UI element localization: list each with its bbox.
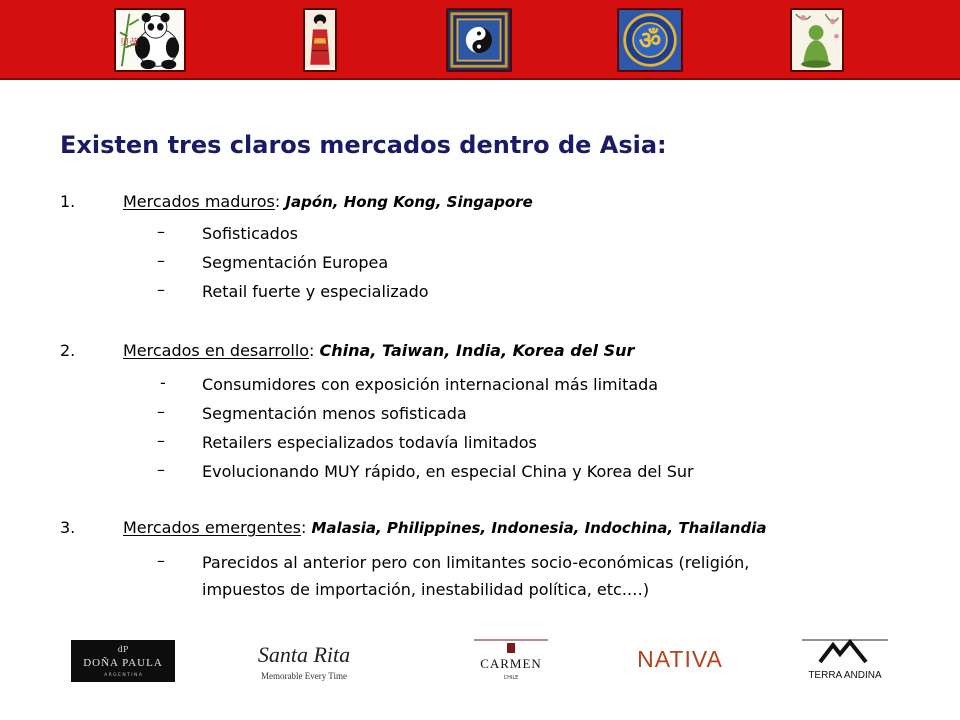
list-number: 3. <box>60 518 76 537</box>
bullet-dash: – <box>157 460 165 479</box>
logo-terra-andina <box>800 632 890 686</box>
list-number: 1. <box>60 192 76 211</box>
logo-mark: dP <box>117 645 129 654</box>
bullet-text: Retailers especializados todavía limitados <box>202 433 537 452</box>
bullet-dash: – <box>157 280 165 299</box>
bullet-text: Segmentación Europea <box>202 253 389 272</box>
bullet-text: Parecidos al anterior pero con limitantes socio-económicas (religión, <box>202 553 750 572</box>
logo-dona-paula <box>71 632 175 686</box>
label-separator: : <box>274 192 281 211</box>
svg-text:ॐ: ॐ <box>638 25 662 55</box>
bullet-text: impuestos de importación, inestabilidad política, etc.…) <box>202 580 650 599</box>
panda-chars: 贝蒂 <box>120 37 139 49</box>
bullet-dash: – <box>157 431 165 450</box>
buddha-icon <box>790 8 844 72</box>
bullet-dash: – <box>157 222 165 241</box>
logo-name: TERRA ANDINA <box>808 670 882 681</box>
market-label: Mercados emergentes <box>123 518 302 537</box>
label-separator: : <box>309 341 315 360</box>
bullet-text: Evolucionando MUY rápido, en especial China y Korea del Sur <box>202 462 694 481</box>
bullet-dash: – <box>157 402 165 421</box>
market-countries: Malasia, Philippines, Indonesia, Indochina, Thailandia <box>311 519 767 537</box>
bullet-dash: – <box>157 251 165 270</box>
bullet-text: Segmentación menos sofisticada <box>202 404 467 423</box>
logo-sub: A R G E N T I N A <box>104 673 142 678</box>
bullet-text: Retail fuerte y especializado <box>202 282 429 301</box>
logo-tagline: Memorable Every Time <box>261 671 347 681</box>
logo-santa-rita <box>248 632 360 686</box>
logo-nativa <box>620 632 740 686</box>
bullet-dash: - <box>160 373 166 392</box>
logo-name: DOÑA PAULA <box>83 657 163 669</box>
bullet-text: Consumidores con exposición internacional más limitada <box>202 375 659 394</box>
logo-name: CARMEN <box>480 656 542 671</box>
list-number: 2. <box>60 341 76 360</box>
logo-sub: CHILE <box>503 675 519 681</box>
logo-carmen <box>472 632 550 686</box>
slide-title: Existen tres claros mercados dentro de Asia: <box>60 131 667 159</box>
geisha-icon <box>303 8 337 72</box>
header-band <box>0 0 960 80</box>
bullet-dash: – <box>157 551 165 570</box>
om-icon <box>617 8 683 72</box>
bullet-text: Sofisticados <box>202 224 298 243</box>
logo-name: NATIVA <box>637 646 723 672</box>
market-label: Mercados maduros <box>123 192 275 211</box>
market-countries: China, Taiwan, India, Korea del Sur <box>319 341 635 360</box>
market-countries: Japón, Hong Kong, Singapore <box>285 193 533 211</box>
market-label: Mercados en desarrollo <box>123 341 310 360</box>
label-separator: : <box>301 518 307 537</box>
panda-icon <box>114 8 186 72</box>
logo-name: Santa Rita <box>257 642 351 667</box>
yin-yang-icon <box>446 8 512 72</box>
